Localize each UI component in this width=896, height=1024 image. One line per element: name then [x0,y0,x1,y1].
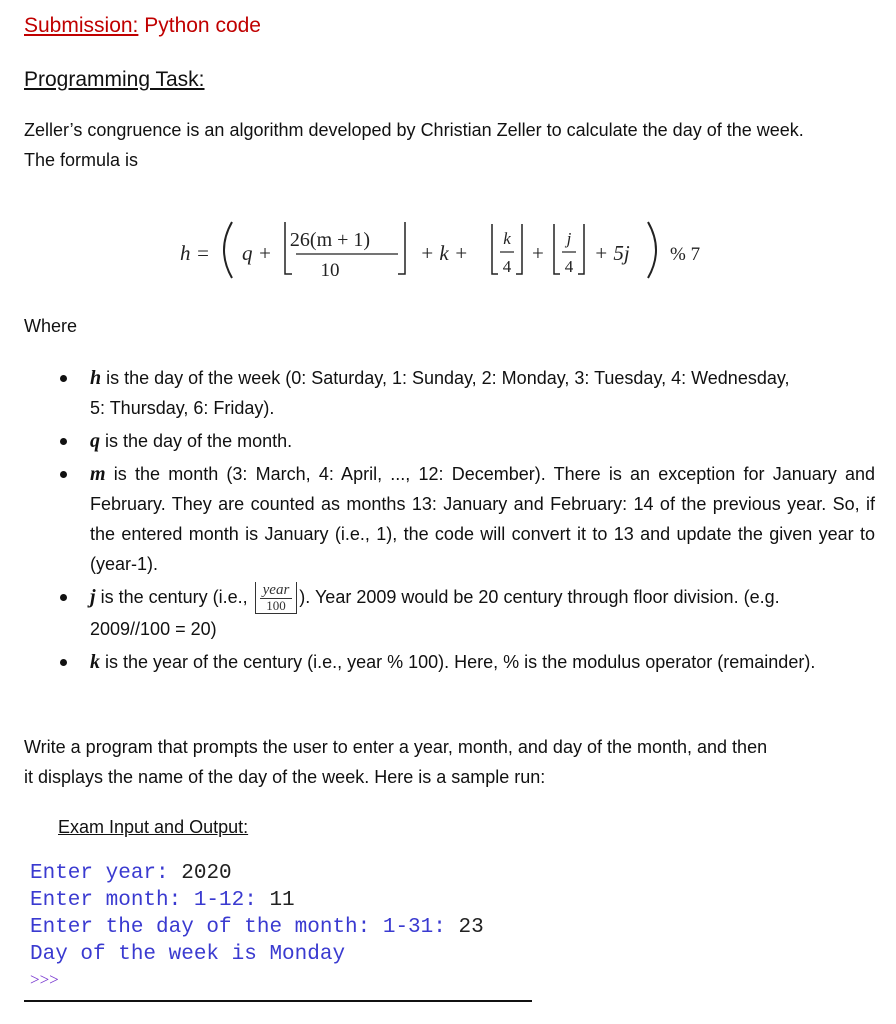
zeller-formula [170,210,730,290]
j-text-c: 2009//100 = 20) [90,619,217,640]
formula-four-j: 4 [564,257,574,276]
console-value-3: 23 [458,916,484,939]
j-text-a: is the century (i.e., [95,587,253,607]
list-item-m [60,459,875,579]
bullet-dot [60,471,67,478]
intro-paragraph [24,115,874,175]
where-label: Where [24,316,78,336]
frac-numerator: year [260,583,293,599]
submission-label: Submission: [24,14,139,37]
var-m: m [90,463,106,485]
console-value-1: 2020 [181,862,232,885]
shell-prompt: >>> [30,970,59,989]
task-paragraph [24,732,874,792]
k-text: is the year of the century (i.e., year % 100). Here, % is the modulus operator (remainder). [100,652,816,673]
formula-lhs: h = [180,241,210,265]
bottom-rule [24,1000,532,1002]
console-prompt-2: Enter month: 1-12: [30,889,270,912]
formula-four-k: 4 [502,257,512,276]
bullet-dot [60,375,67,382]
floor-left-k [492,224,498,274]
frac-denominator: 100 [266,598,286,614]
var-h: h [90,367,102,389]
console-prompt-3: Enter the day of the month: 1-31: [30,916,459,939]
intro-line-1: Zeller’s congruence is an algorithm developed by Christian Zeller to calculate the day of the week. [24,120,804,140]
formula-num1: 26(m + 1) [289,229,371,251]
formula-mod: % 7 [670,244,701,265]
formula-plus-5j: + 5j [594,241,630,265]
var-q: q [90,430,100,452]
list-item-h [60,363,875,423]
sample-label: Exam Input and Output: [58,817,249,837]
console-line-4: Day of the week is Monday [30,943,346,966]
console-prompt-1: Enter year: [30,862,182,885]
list-item-k [60,647,875,677]
intro-line-2: The formula is [24,150,139,170]
formula-j: j [566,229,572,248]
q-text: is the day of the month. [100,431,293,451]
bullet-dot [60,659,67,666]
floor-fraction [255,582,298,614]
left-paren [224,222,232,278]
var-k: k [90,651,100,674]
sample-console [30,860,484,992]
floor-right-k [516,224,522,274]
console-line-1 [30,860,484,887]
task-line-2: it displays the name of the day of the week. Here is a sample run: [24,767,546,787]
j-text-b: ). Year 2009 would be 20 century through floor division. (e.g. [299,587,780,607]
formula-k: k [503,229,511,248]
var-j: j [90,586,96,608]
right-paren [648,222,656,278]
list-item-q [60,426,875,456]
inline-fraction [260,583,293,613]
console-line-3 [30,914,484,941]
definitions-list [60,363,875,680]
formula-q: q + [242,241,272,265]
m-text: is the month (3: March, 4: April, ..., 12: December). There is an exception for January and February. They are counted as months 13: January and February: 14 of the previous year. So, if the entered month is January (i.e., 1), the code will convert it to 13 and update the given year to (year-1). [90,464,875,574]
task-line-1: Write a program that prompts the user to enter a year, month, and day of the month, and then [24,737,768,757]
list-item-j [60,582,875,644]
console-value-2: 11 [269,889,295,912]
formula-plus-k: + k + [420,241,469,265]
formula-den1: 10 [320,260,340,281]
floor-right-j [578,224,584,274]
programming-task-title: Programming Task: [24,68,205,91]
formula-plus: + [532,241,544,265]
console-line-2 [30,887,484,914]
submission-value: Python code [138,14,261,37]
bullet-dot [60,438,67,445]
h-text-1: is the day of the week (0: Saturday, 1: Sunday, 2: Monday, 3: Tuesday, 4: Wednesday, [101,368,790,388]
floor-left-j [554,224,560,274]
submission-heading [24,14,261,38]
floor-right-1 [398,222,405,274]
h-text-2: 5: Thursday, 6: Friday). [90,398,275,418]
bullet-dot [60,594,67,601]
